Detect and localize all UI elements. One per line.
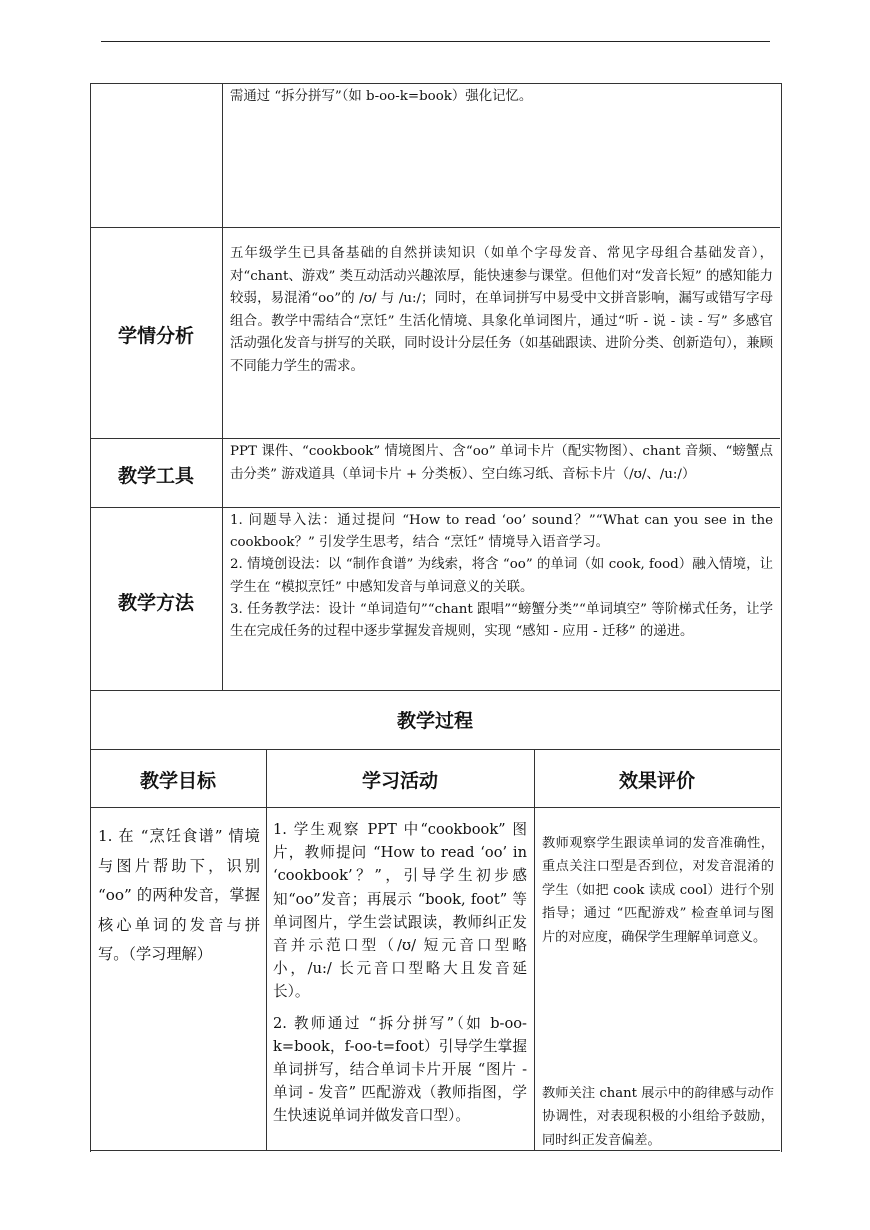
student-analysis-label: 学情分析 <box>117 325 194 347</box>
method-item: 1. 问题导入法：通过提问 “How to read ‘oo’ sound？”“What can you see in the cookbook？” 引发学生思考，结合 “烹饪” 情境导入语音学习。 <box>230 513 773 551</box>
row-divider <box>90 807 780 808</box>
teaching-methods-label: 教学方法 <box>117 592 194 614</box>
evaluation-text: 教师关注 chant 展示中的韵律感与动作协调性，对表现积极的小组给予鼓励，同时纠正发音偏差。 <box>542 1086 774 1148</box>
row-divider <box>90 690 780 691</box>
method-item: 3. 任务教学法：设计 “单词造句”“chant 跟唱”“螃蟹分类”“单词填空” 等阶梯式任务，让学生在完成任务的过程中逐步掌握发音规则，实现 “感知 - 应用 - 迁移” 的递进。 <box>230 601 773 640</box>
header-evaluation: 效果评价 <box>618 770 695 792</box>
row-divider <box>90 438 780 439</box>
teaching-tools-text: PPT 课件、“cookbook” 情境图片、含“oo” 单词卡片（配实物图）、chant 音频、“螃蟹点击分类” 游戏道具（单词卡片 + 分类板）、空白练习纸、音标卡片（/ʊ/、/u:/） <box>230 444 773 482</box>
process-title: 教学过程 <box>396 710 473 732</box>
student-analysis-text: 五年级学生已具备基础的自然拼读知识（如单个字母发音、常见字母组合基础发音），对“chant、游戏” 类互动活动兴趣浓厚，能快速参与课堂。但他们对“发音长短” 的感知能力较弱，易混淆“oo”的 /ʊ/ 与 /u:/；同时，在单词拼写中易受中文拼音影响，漏写或错写字母组合。教学中需结合“烹饪” 生活化情境、具象化单词图片，通过“听 - 说 - 读 - 写” 多感官活动强化发音与拼写的关联，同时设计分层任务（如基础跟读、进阶分类、创新造句），兼顾不同能力学生的需求。 <box>230 246 773 374</box>
activity-item: 1. 学生观察 PPT 中“cookbook” 图片，教师提问 “How to read ‘oo’ in ‘cookbook’？”，引导学生初步感知“oo”发音；再展示 “book, foot” 等单词图片，学生尝试跟读，教师纠正发音并示范口型（/ʊ/ 短元音口型略小，/u:/ 长元音口型略大且发音延长）。 <box>273 821 527 1001</box>
evaluation-text: 教师观察学生跟读单词的发音准确性，重点关注口型是否到位，对发音混淆的学生（如把 cook 读成 cool）进行个别指导；通过 “匹配游戏” 检查单词与图片的对应度，确保学生理解单词意义。 <box>542 836 774 945</box>
activities-list <box>273 818 527 1136</box>
row-divider <box>90 227 780 228</box>
row-divider <box>90 507 780 508</box>
label-column-divider <box>222 83 223 690</box>
continued-text: 需通过 “拆分拼写”（如 b-oo-k=book）强化记忆。 <box>230 89 533 104</box>
header-activities: 学习活动 <box>361 770 438 792</box>
column-divider <box>534 749 535 1150</box>
activity-item: 2. 教师通过 “拆分拼写”（如 b-oo-k=book，f-oo-t=foot）引导学生掌握单词拼写，结合单词卡片开展 “图片 - 单词 - 发音” 匹配游戏（教师指图，学生快速说单词并做发音口型）。 <box>273 1014 527 1125</box>
teaching-methods-list <box>230 510 773 643</box>
teaching-tools-label: 教学工具 <box>117 465 194 487</box>
row-divider <box>90 749 780 750</box>
goal-text: 1. 在 “烹饪食谱” 情境与图片帮助下，识别 “oo” 的两种发音，掌握核心单词的发音与拼写。（学习理解） <box>98 827 260 963</box>
method-item: 2. 情境创设法：以 “制作食谱” 为线索，将含 “oo” 的单词（如 cook, food）融入情境，让学生在 “模拟烹饪” 中感知发音与单词意义的关联。 <box>230 557 773 595</box>
header-rule <box>101 41 770 42</box>
column-divider <box>266 749 267 1150</box>
header-goal: 教学目标 <box>139 770 216 792</box>
